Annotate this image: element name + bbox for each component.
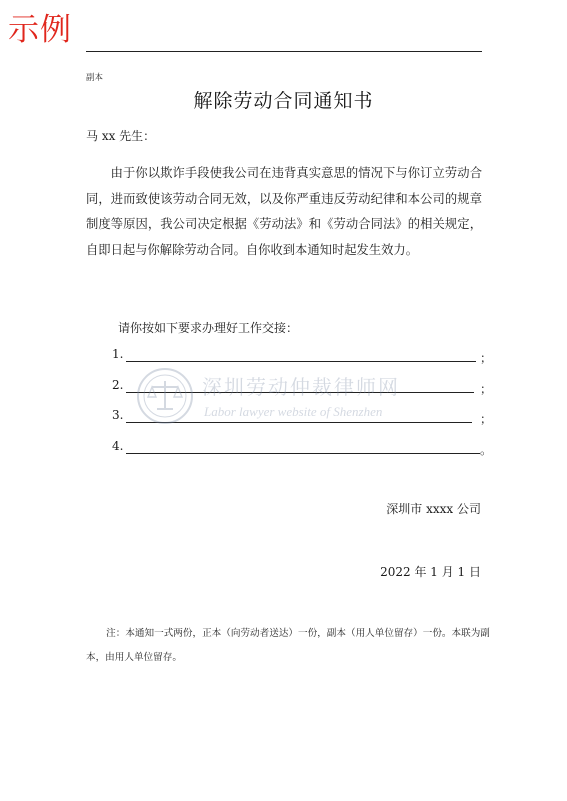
issue-date: 2022 年 1 月 1 日 [380, 565, 481, 579]
watermark-chinese-text: 深圳劳动仲裁律师网 [202, 375, 400, 399]
task-number: 1. [112, 347, 124, 361]
task-blank-line[interactable] [126, 392, 474, 393]
task-end-punct: ； [480, 412, 493, 426]
body-paragraph: 由于你以欺诈手段使我公司在违背真实意思的情况下与你订立劳动合同，进而致使该劳动合同无效，以及你严重违反劳动纪律和本公司的规章制度等原因，我公司决定根据《劳动法》和《劳动合同法》的相关规定，自即日起与你解除劳动合同。自你收到本通知时起发生效力。 [86, 166, 482, 257]
task-end-punct: ； [480, 351, 493, 365]
task-row [112, 408, 492, 439]
company-signature: 深圳市 xxxx 公司 [386, 502, 481, 516]
task-row [112, 347, 492, 378]
task-number: 4. [112, 438, 124, 453]
task-number: 3. [112, 408, 124, 422]
task-end-punct: 。 [480, 442, 493, 457]
task-list [112, 347, 492, 469]
task-row [112, 439, 492, 470]
instruction-line: 请你按如下要求办理好工作交接： [118, 321, 299, 335]
task-blank-line[interactable] [126, 453, 480, 454]
task-number: 2. [112, 377, 124, 392]
copy-tag: 副本 [86, 73, 104, 83]
footnote: 注：本通知一式两份，正本（向劳动者送达）一份，副本（用人单位留存）一份。本联为副本，由用人单位留存。 [86, 628, 490, 663]
sample-mark: 示例 [8, 12, 72, 48]
watermark-english-text: Labor lawyer website of Shenzhen [204, 404, 383, 419]
task-blank-line[interactable] [126, 422, 472, 423]
task-row [112, 378, 492, 409]
top-rule [86, 51, 482, 52]
salutation: 马 xx 先生： [86, 129, 156, 143]
task-end-punct: ； [480, 381, 493, 396]
document-title: 解除劳动合同通知书 [193, 90, 374, 112]
task-blank-line[interactable] [126, 361, 476, 362]
